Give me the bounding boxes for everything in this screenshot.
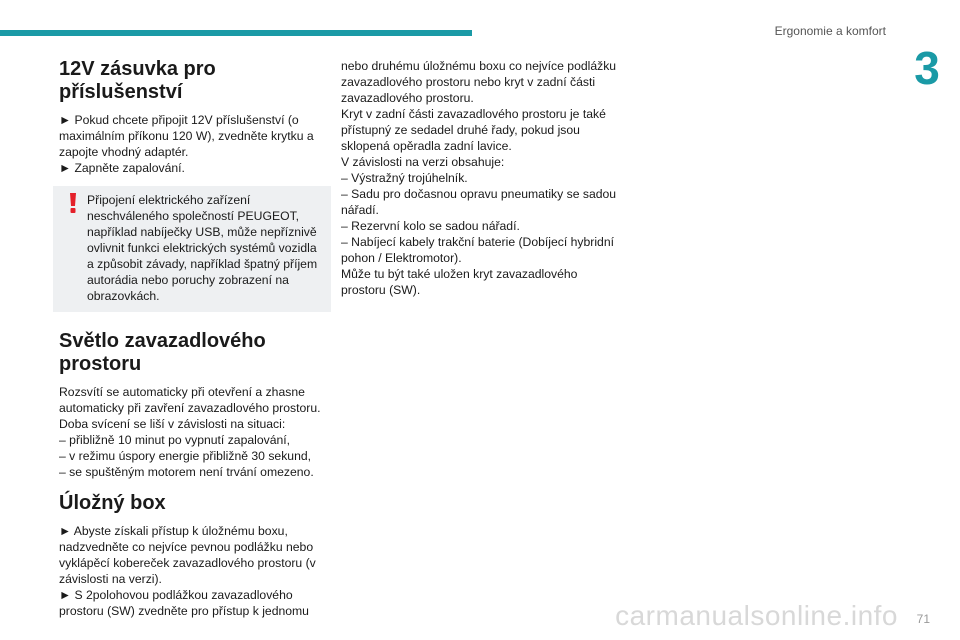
exclamation-icon xyxy=(67,192,79,214)
list-item: – Rezervní kolo se sadou nářadí. xyxy=(341,219,520,233)
paragraph: nebo druhému úložnému boxu co nejvíce podlážku zavazadlového prostoru nebo kryt v zadní části zavazadlového prostoru. xyxy=(341,59,617,105)
left-column xyxy=(59,58,325,619)
list-item: – Nabíjecí kabely trakční baterie (Dobíjecí hybridní pohon / Elektromotor). xyxy=(341,235,614,265)
warning-box xyxy=(53,186,331,312)
warning-text: Připojení elektrického zařízení neschváleného společností PEUGEOT, například nabíječky USB, může nepříznivě ovlivnit funkci elektrických systémů vozidla a způsobit závady, například špatný příjem autorádia nebo poruchy zobrazení na obrazovkách. xyxy=(87,193,318,303)
chapter-number: 3 xyxy=(914,42,940,94)
header-accent-bar xyxy=(0,30,472,36)
right-column xyxy=(341,58,621,298)
paragraph: ► S 2polohovou podlážkou zavazadlového prostoru (SW) zvedněte pro přístup k jednomu xyxy=(59,588,309,618)
list-item: – Výstražný trojúhelník. xyxy=(341,171,468,185)
page-number: 71 xyxy=(916,612,930,626)
list-item: – přibližně 10 minut po vypnutí zapalování, xyxy=(59,433,291,447)
paragraph: Kryt v zadní části zavazadlového prostoru je také přístupný ze sedadel druhé řady, pokud jsou sklopená opěradla zadní lavice. xyxy=(341,107,606,153)
section-title-storage-box: Úložný box xyxy=(59,492,166,514)
paragraph: ► Pokud chcete připojit 12V příslušenství (o maximálním příkonu 120 W), zvedněte krytku a zapojte vhodný adaptér. xyxy=(59,113,314,159)
paragraph: Doba svícení se liší v závislosti na situaci: xyxy=(59,417,286,431)
paragraph: V závislosti na verzi obsahuje: xyxy=(341,155,505,169)
paragraph: ► Zapněte zapalování. xyxy=(59,161,185,175)
paragraph: Rozsvítí se automaticky při otevření a zhasne automaticky při zavření zavazadlového prostoru. xyxy=(59,385,321,415)
section-title-12v-socket: 12V zásuvka pro příslušenství xyxy=(59,58,216,103)
paragraph: Může tu být také uložen kryt zavazadlového prostoru (SW). xyxy=(341,267,578,297)
chapter-title: Ergonomie a komfort xyxy=(774,24,886,38)
watermark: carmanualsonline.info xyxy=(615,600,898,631)
section-title-boot-light: Světlo zavazadlového prostoru xyxy=(59,330,266,375)
list-item: – Sadu pro dočasnou opravu pneumatiky se sadou nářadí. xyxy=(341,187,617,217)
list-item: – v režimu úspory energie přibližně 30 sekund, xyxy=(59,449,312,463)
paragraph: ► Abyste získali přístup k úložnému boxu, nadzvedněte co nejvíce pevnou podlážku nebo vyklápěcí kobereček zavazadlového prostoru (v závislosti na verzi). xyxy=(59,524,316,586)
list-item: – se spuštěným motorem není trvání omezeno. xyxy=(59,465,314,479)
